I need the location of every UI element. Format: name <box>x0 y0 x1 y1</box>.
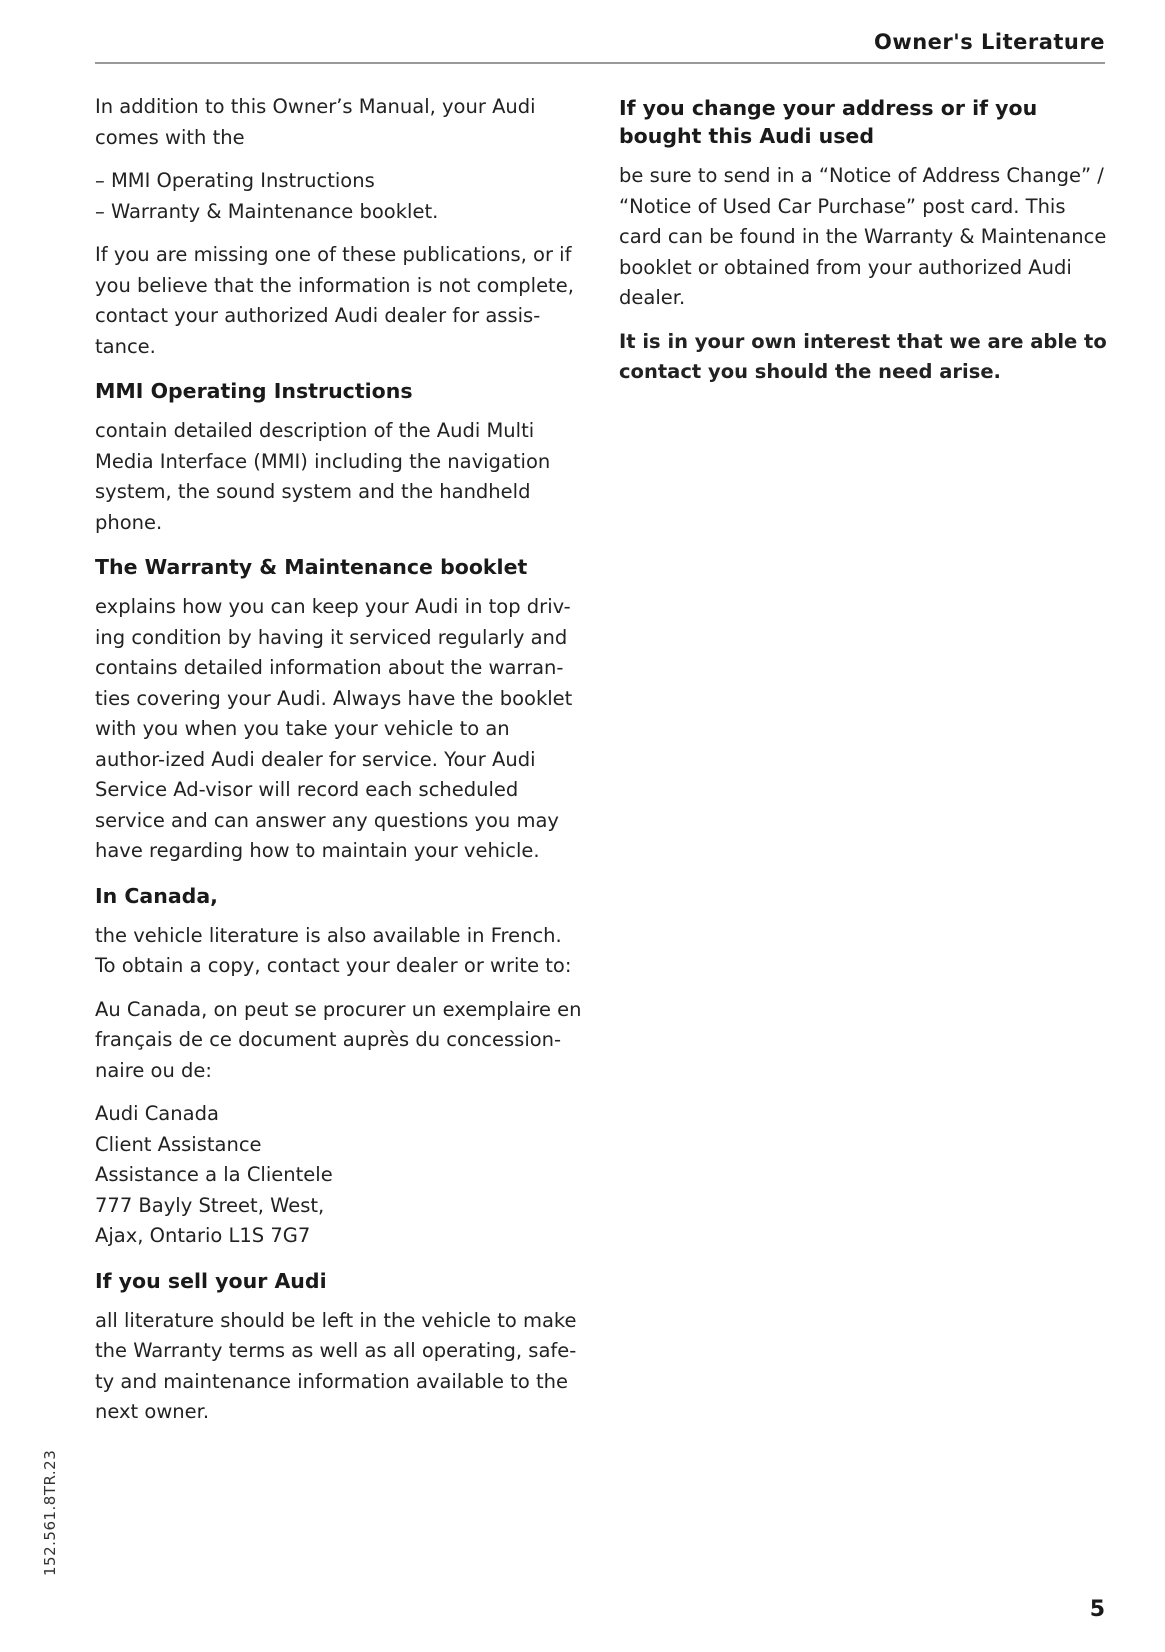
page-number: 5 <box>1089 1597 1105 1622</box>
intro-paragraph: In addition to this Owner’s Manual, your Audi comes with the <box>95 95 536 149</box>
interest-paragraph: It is in your own interest that we are able to contact you should the need arise. <box>619 329 1107 383</box>
address-line: Client Assistance <box>95 1132 262 1156</box>
canada-heading: In Canada, <box>95 883 218 908</box>
address-line: Assistance a la Clientele <box>95 1163 333 1186</box>
warranty-heading: The Warranty & Maintenance booklet <box>95 555 528 579</box>
left-column <box>95 92 585 1441</box>
sell-heading: If you sell your Audi <box>95 1268 327 1293</box>
list-item: – Warranty & Maintenance booklet. <box>95 199 439 223</box>
mmi-heading: MMI Operating Instructions <box>95 379 413 403</box>
page-header-title: Owner's Literature <box>873 30 1105 54</box>
missing-publications-paragraph: If you are missing one of these publications, or if you believe that the information is not complete, contact your authorized Audi dealer for assis-tance. <box>95 243 574 358</box>
right-column <box>619 92 1109 401</box>
address-line: Audi Canada <box>95 1102 219 1125</box>
publication-list <box>95 166 585 227</box>
warranty-paragraph: explains how you can keep your Audi in top driv-ing condition by having it serviced regularly and contains detailed information about the warran-ties covering your Audi. Always have the booklet with you when you take your vehicle to an author-ized Audi dealer for service. Your Audi Service Ad-visor will record each scheduled service and can answer any questions you may have regarding how to maintain your vehicle. <box>95 595 573 862</box>
sell-paragraph: all literature should be left in the vehicle to make the Warranty terms as well as all operating, safe-ty and maintenance information available to the next owner. <box>95 1308 577 1423</box>
address-change-paragraph: be sure to send in a “Notice of Address Change” / “Notice of Used Car Purchase” post card. This card can be found in the Warranty & Maintenance booklet or obtained from your authorized Audi dealer. <box>619 164 1107 309</box>
canada-french-paragraph: Au Canada, on peut se procurer un exemplaire en français de ce document auprès du concession-naire ou de: <box>95 997 582 1082</box>
list-item: – MMI Operating Instructions <box>95 169 375 192</box>
header-divider <box>95 62 1105 64</box>
mmi-paragraph: contain detailed description of the Audi Multi Media Interface (MMI) including the navigation system, the sound system and the handheld phone. <box>95 419 551 534</box>
canada-paragraph: the vehicle literature is also available in French. To obtain a copy, contact your dealer or write to: <box>95 923 572 977</box>
address-change-heading: If you change your address or if you bought this Audi used <box>619 96 1038 148</box>
canada-address <box>95 1099 585 1252</box>
address-line: Ajax, Ontario L1S 7G7 <box>95 1224 311 1247</box>
document-code: 152.561.8TR.23 <box>41 1449 59 1576</box>
address-line: 777 Bayly Street, West, <box>95 1193 325 1217</box>
